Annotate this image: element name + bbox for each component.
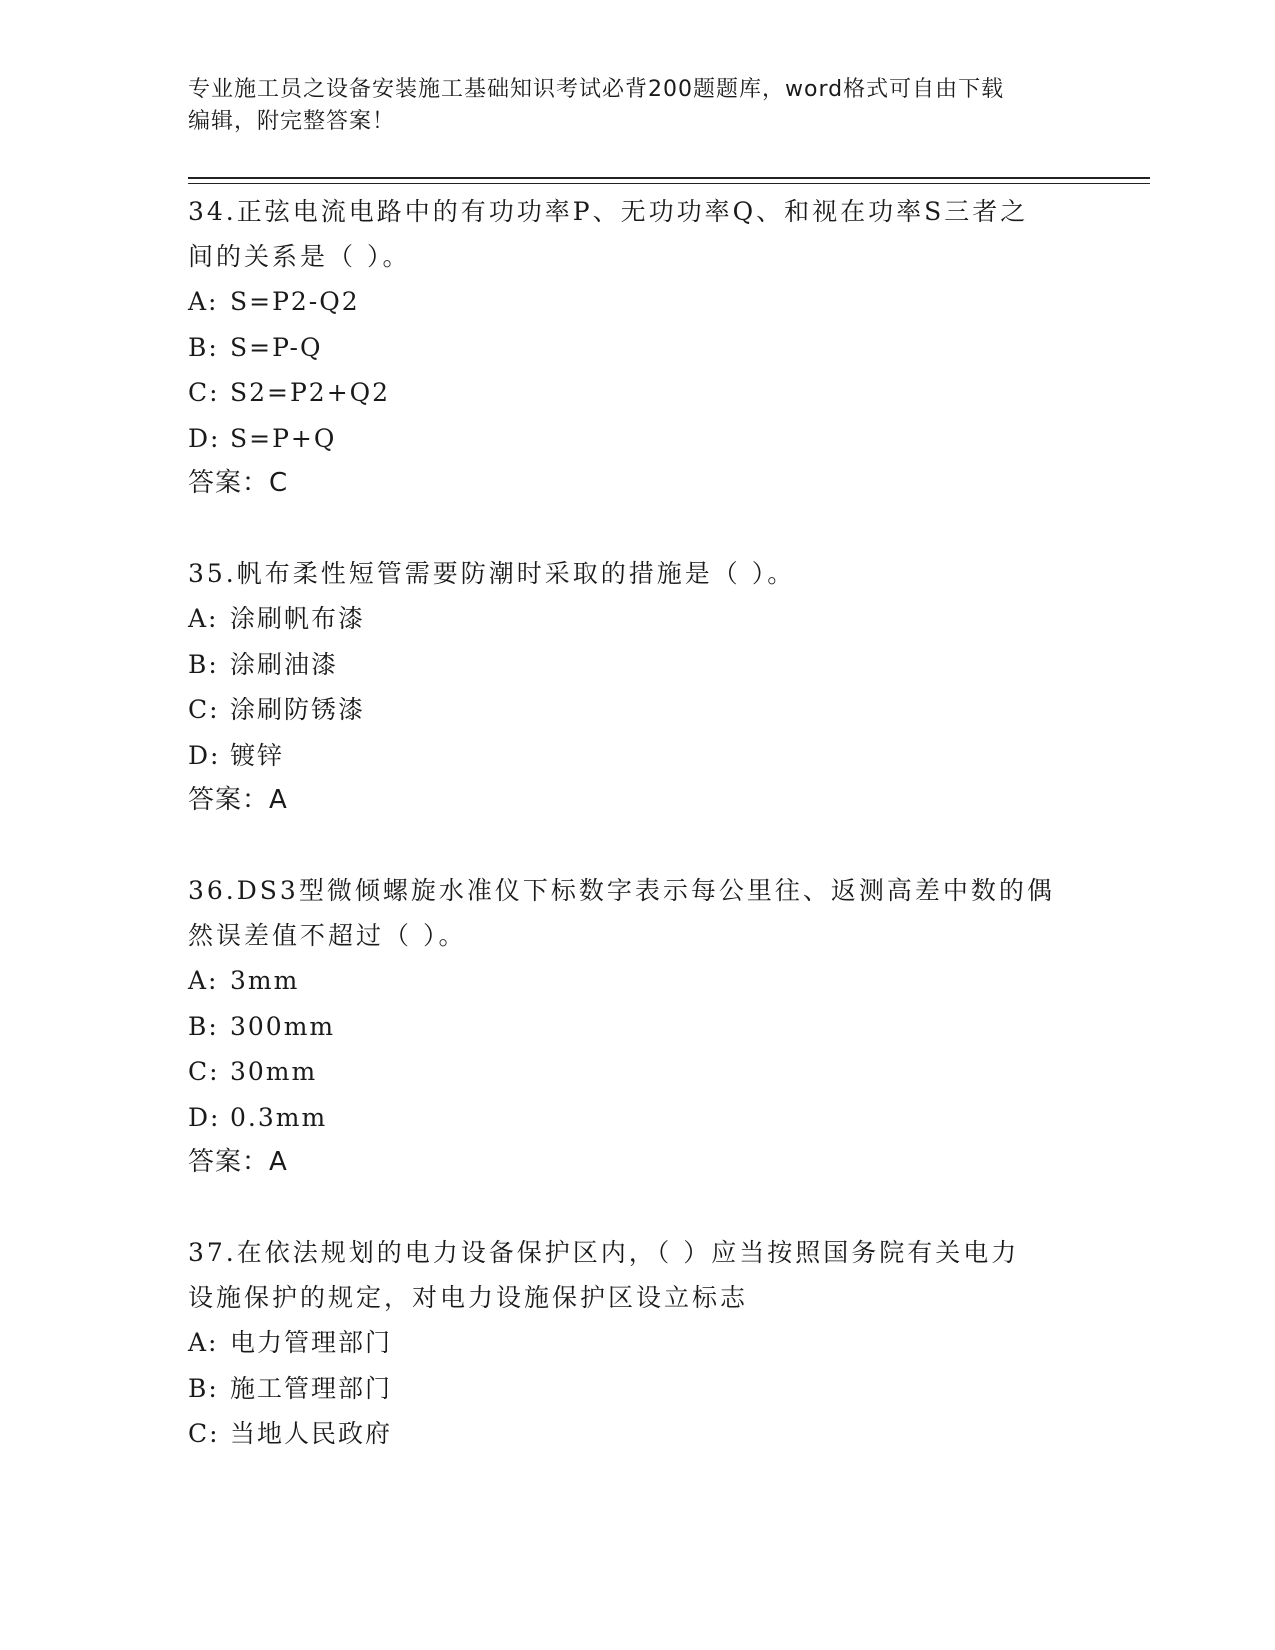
- option-letter: C:: [188, 1419, 220, 1448]
- option-text: 当地人民政府: [230, 1419, 393, 1448]
- option-text: 镀锌: [230, 740, 285, 770]
- option-letter: A:: [188, 966, 219, 995]
- question-stem-line: 34.正弦电流电路中的有功功率P、无功功率Q、和视在功率S三者之: [188, 197, 1029, 226]
- question-stem: [188, 551, 1068, 596]
- question-stem: [188, 1230, 1068, 1320]
- option-text: 电力管理部门: [230, 1328, 393, 1357]
- answer-line: 答案：C: [188, 468, 289, 498]
- option-b: [188, 325, 1068, 371]
- option-text: S=P+Q: [230, 423, 337, 453]
- option-letter: D:: [188, 1102, 221, 1132]
- option-text: 300mm: [230, 1011, 336, 1041]
- answer-line: 答案：A: [188, 785, 288, 815]
- question-stem-line: 37.在依法规划的电力设备保护区内，（ ）应当按照国务院有关电力: [188, 1238, 1020, 1267]
- option-letter: C:: [188, 1057, 220, 1086]
- question-stem-line: 36.DS3型微倾螺旋水准仪下标数字表示每公里往、返测高差中数的偶: [188, 876, 1055, 905]
- option-letter: B:: [188, 332, 219, 362]
- header-divider-thin: [188, 183, 1150, 184]
- option-d: [188, 416, 1068, 462]
- option-text: S=P2-Q2: [230, 287, 360, 316]
- question-36: [188, 868, 1068, 1184]
- header-divider-thick: [188, 177, 1150, 179]
- option-d: [188, 1095, 1068, 1141]
- option-letter: D:: [188, 740, 221, 770]
- option-d: [188, 733, 1068, 779]
- option-text: 0.3mm: [230, 1102, 328, 1132]
- option-letter: A:: [188, 604, 219, 633]
- option-letter: B:: [188, 649, 219, 679]
- option-letter: C:: [188, 378, 220, 407]
- option-letter: B:: [188, 1373, 219, 1403]
- option-letter: D:: [188, 423, 221, 453]
- question-35: [188, 551, 1068, 822]
- option-c: [188, 687, 1068, 733]
- option-letter: B:: [188, 1011, 219, 1041]
- question-stem: [188, 868, 1068, 958]
- header-line-1: 专业施工员之设备安装施工基础知识考试必背200题题库，word格式可自由下载: [188, 77, 1005, 102]
- option-b: [188, 1004, 1068, 1050]
- question-stem-line: 35.帆布柔性短管需要防潮时采取的措施是（ ）。: [188, 559, 796, 588]
- option-letter: A:: [188, 1328, 219, 1357]
- option-text: 涂刷帆布漆: [230, 604, 366, 633]
- option-a: [188, 596, 1068, 642]
- option-b: [188, 642, 1068, 688]
- option-text: 施工管理部门: [230, 1373, 393, 1403]
- option-a: [188, 1320, 1068, 1366]
- option-text: S2=P2+Q2: [230, 378, 391, 407]
- option-a: [188, 279, 1068, 325]
- option-text: S=P-Q: [230, 332, 323, 362]
- question-stem-line: 间的关系是（ ）。: [188, 242, 411, 271]
- question-stem: [188, 189, 1068, 279]
- option-text: 3mm: [230, 966, 300, 995]
- option-text: 30mm: [230, 1057, 318, 1086]
- option-a: [188, 958, 1068, 1004]
- question-stem-line: 设施保护的规定，对电力设施保护区设立标志: [188, 1283, 749, 1312]
- option-letter: C:: [188, 695, 220, 724]
- header-line-2: 编辑，附完整答案！: [188, 109, 396, 134]
- document-header: [188, 74, 1068, 138]
- option-text: 涂刷油漆: [230, 649, 339, 679]
- answer-line: 答案：A: [188, 1147, 288, 1177]
- option-c: [188, 1411, 1068, 1457]
- option-c: [188, 370, 1068, 416]
- option-c: [188, 1049, 1068, 1095]
- option-letter: A:: [188, 287, 219, 316]
- option-text: 涂刷防锈漆: [230, 695, 366, 724]
- option-b: [188, 1366, 1068, 1412]
- question-34: [188, 189, 1068, 505]
- question-37: [188, 1230, 1068, 1457]
- question-stem-line: 然误差值不超过（ ）。: [188, 921, 467, 950]
